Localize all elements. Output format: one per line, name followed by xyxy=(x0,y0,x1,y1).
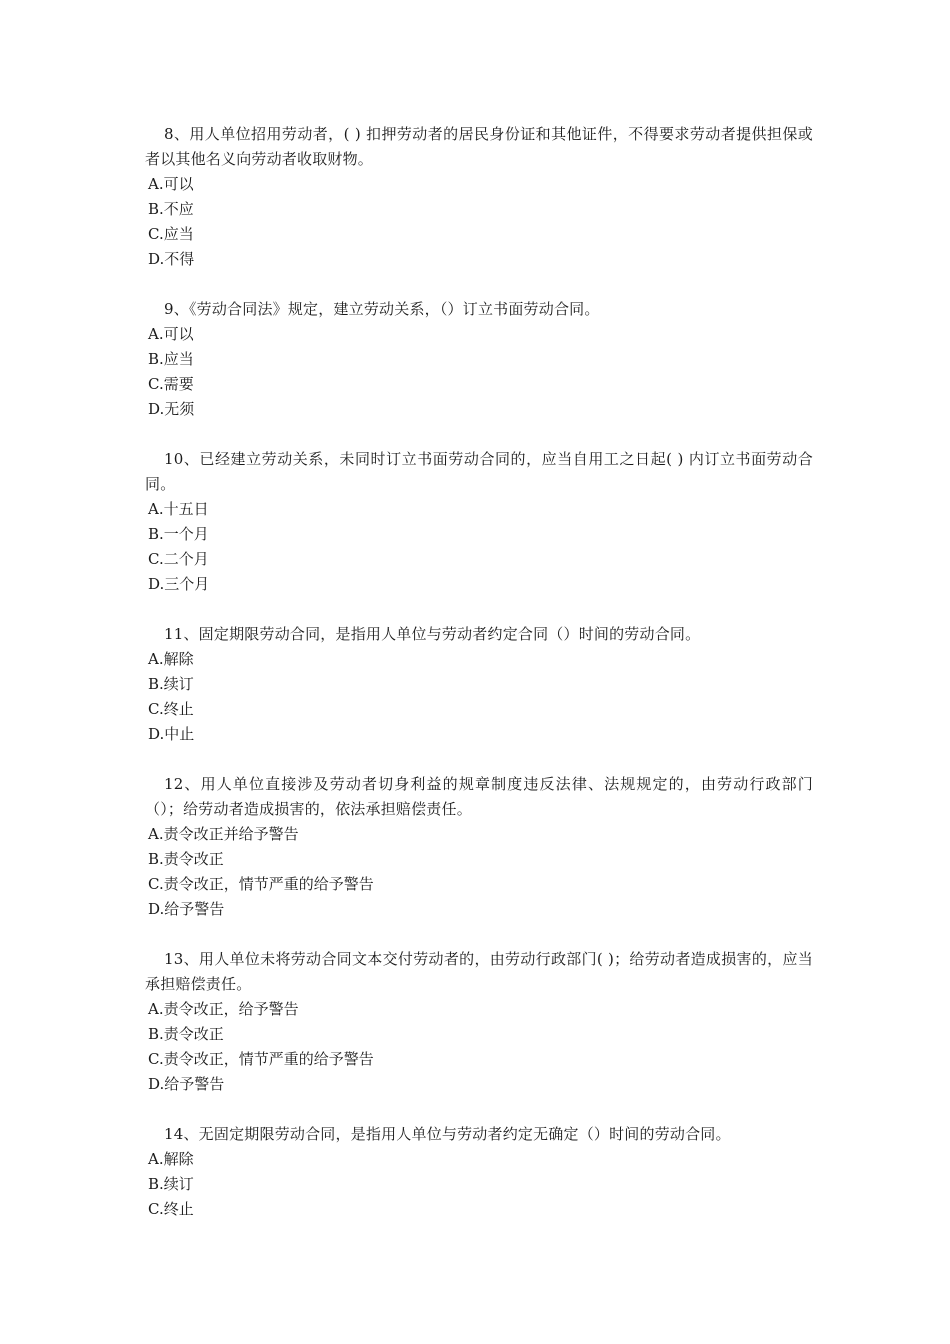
question-stem: 10、已经建立劳动关系，未同时订立书面劳动合同的，应当自用工之日起( ) 内订立书面劳动合同。 xyxy=(145,450,813,493)
option-list xyxy=(145,172,813,272)
question-12 xyxy=(145,772,813,922)
option-a: A.责令改正，给予警告 xyxy=(148,1000,299,1018)
option-b: B.续订 xyxy=(148,1175,194,1193)
question-13 xyxy=(145,947,813,1097)
question-stem: 14、无固定期限劳动合同，是指用人单位与劳动者约定无确定（）时间的劳动合同。 xyxy=(164,1125,731,1143)
option-list xyxy=(145,1147,813,1222)
option-a: A.解除 xyxy=(148,650,194,668)
question-stem: 8、用人单位招用劳动者，( ) 扣押劳动者的居民身份证和其他证件，不得要求劳动者提供担保或者以其他名义向劳动者收取财物。 xyxy=(145,125,813,168)
question-9 xyxy=(145,297,813,422)
option-c: C.终止 xyxy=(148,1200,194,1218)
option-c: C.终止 xyxy=(148,700,194,718)
option-d: D.三个月 xyxy=(148,575,210,593)
option-a: A.可以 xyxy=(148,175,194,193)
question-stem: 12、用人单位直接涉及劳动者切身利益的规章制度违反法律、法规规定的，由劳动行政部门（）；给劳动者造成损害的，依法承担赔偿责任。 xyxy=(145,775,813,818)
option-d: D.无须 xyxy=(148,400,195,418)
option-b: B.应当 xyxy=(148,350,194,368)
option-c: C.责令改正，情节严重的给予警告 xyxy=(148,875,374,893)
document-page xyxy=(145,122,813,1247)
option-a: A.可以 xyxy=(148,325,194,343)
option-c: C.责令改正，情节严重的给予警告 xyxy=(148,1050,374,1068)
option-a: A.解除 xyxy=(148,1150,194,1168)
option-list xyxy=(145,647,813,747)
question-8 xyxy=(145,122,813,272)
option-list xyxy=(145,497,813,597)
option-b: B.一个月 xyxy=(148,525,209,543)
question-stem: 13、用人单位未将劳动合同文本交付劳动者的，由劳动行政部门( )；给劳动者造成损害的，应当承担赔偿责任。 xyxy=(145,950,813,993)
question-14 xyxy=(145,1122,813,1222)
option-b: B.责令改正 xyxy=(148,1025,224,1043)
option-list xyxy=(145,322,813,422)
option-b: B.不应 xyxy=(148,200,194,218)
option-a: A.十五日 xyxy=(148,500,209,518)
option-b: B.责令改正 xyxy=(148,850,224,868)
option-d: D.不得 xyxy=(148,250,195,268)
option-d: D.给予警告 xyxy=(148,1075,225,1093)
option-d: D.给予警告 xyxy=(148,900,225,918)
question-stem: 9、《劳动合同法》规定，建立劳动关系，（）订立书面劳动合同。 xyxy=(164,300,600,318)
option-b: B.续订 xyxy=(148,675,194,693)
option-c: C.应当 xyxy=(148,225,194,243)
option-list xyxy=(145,822,813,922)
option-c: C.二个月 xyxy=(148,550,209,568)
option-list xyxy=(145,997,813,1097)
question-10 xyxy=(145,447,813,597)
question-11 xyxy=(145,622,813,747)
option-a: A.责令改正并给予警告 xyxy=(148,825,299,843)
question-stem: 11、固定期限劳动合同，是指用人单位与劳动者约定合同（）时间的劳动合同。 xyxy=(164,625,701,643)
option-c: C.需要 xyxy=(148,375,194,393)
option-d: D.中止 xyxy=(148,725,195,743)
